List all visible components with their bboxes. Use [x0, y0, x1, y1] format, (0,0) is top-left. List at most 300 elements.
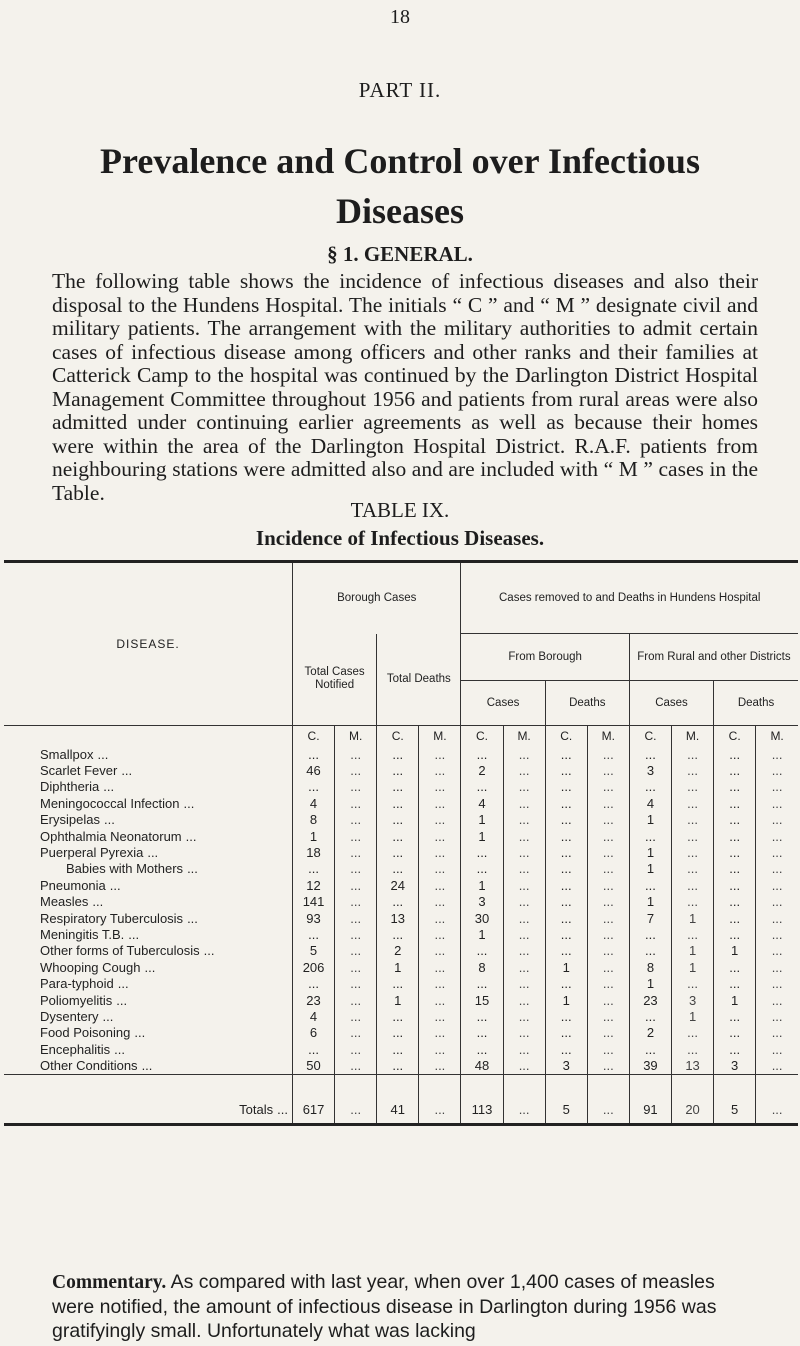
- military-value: ...: [335, 779, 377, 795]
- military-value: ...: [672, 877, 714, 893]
- military-value: 1: [672, 910, 714, 926]
- military-value: ...: [756, 926, 798, 942]
- civil-value: ...: [377, 1008, 419, 1024]
- table-row: [4, 943, 798, 959]
- civil-value: 3: [714, 1057, 756, 1074]
- civil-value: 1: [629, 812, 671, 828]
- civil-value: ...: [545, 910, 587, 926]
- disease-name: [4, 910, 292, 926]
- military-value: ...: [335, 762, 377, 778]
- civil-value: 1: [545, 959, 587, 975]
- civil-value: 8: [292, 812, 334, 828]
- civil-value: 141: [292, 894, 334, 910]
- military-value: ...: [503, 828, 545, 844]
- military-value: ...: [419, 910, 461, 926]
- page-title: [0, 136, 800, 236]
- disease-name: [4, 812, 292, 828]
- civil-value: ...: [545, 828, 587, 844]
- military-value: ...: [587, 1074, 629, 1124]
- civil-value: ...: [292, 1041, 334, 1057]
- dot-leader: ...: [147, 845, 159, 861]
- disease-name: [4, 943, 292, 959]
- civil-value: 1: [461, 828, 503, 844]
- disease-name-text: Babies with Mothers: [66, 861, 184, 877]
- disease-name-text: Whooping Cough: [40, 959, 141, 975]
- civil-value: ...: [629, 828, 671, 844]
- civil-value: ...: [629, 779, 671, 795]
- civil-value: 93: [292, 910, 334, 926]
- table-row: [4, 861, 798, 877]
- military-value: ...: [672, 1025, 714, 1041]
- disease-name: [4, 762, 292, 778]
- military-value: ...: [587, 812, 629, 828]
- military-value: ...: [335, 1057, 377, 1074]
- military-value: ...: [587, 844, 629, 860]
- civil-value: ...: [377, 844, 419, 860]
- title-line-2: Diseases: [336, 191, 464, 231]
- disease-name-text: Erysipelas: [40, 812, 100, 828]
- civil-military-header-row: [4, 726, 798, 747]
- civil-value: ...: [714, 975, 756, 991]
- civil-value: ...: [545, 1008, 587, 1024]
- civil-header: C.: [714, 726, 756, 747]
- military-header: M.: [419, 726, 461, 747]
- dot-leader: ...: [92, 894, 104, 910]
- military-value: ...: [587, 779, 629, 795]
- military-value: ...: [756, 844, 798, 860]
- military-header: M.: [335, 726, 377, 747]
- dot-leader: ...: [203, 943, 215, 959]
- disease-name: [4, 828, 292, 844]
- military-value: ...: [335, 992, 377, 1008]
- disease-name-text: Measles: [40, 894, 89, 910]
- military-value: ...: [335, 877, 377, 893]
- dot-leader: ...: [183, 795, 195, 811]
- civil-value: 2: [629, 1025, 671, 1041]
- military-value: ...: [756, 1008, 798, 1024]
- disease-name-text: Respiratory Tuberculosis: [40, 910, 184, 926]
- civil-value: 13: [377, 910, 419, 926]
- disease-name: [4, 1041, 292, 1057]
- disease-name: [4, 1057, 292, 1074]
- section-heading: § 1. GENERAL.: [327, 242, 473, 266]
- military-header: M.: [503, 726, 545, 747]
- military-value: ...: [419, 992, 461, 1008]
- military-value: ...: [587, 828, 629, 844]
- military-value: ...: [756, 1074, 798, 1124]
- military-value: ...: [503, 910, 545, 926]
- table-row: [4, 812, 798, 828]
- military-value: ...: [419, 926, 461, 942]
- civil-value: ...: [461, 1008, 503, 1024]
- military-value: ...: [419, 779, 461, 795]
- civil-value: 30: [461, 910, 503, 926]
- civil-value: ...: [461, 746, 503, 762]
- military-value: ...: [587, 975, 629, 991]
- military-value: ...: [503, 992, 545, 1008]
- table-row: [4, 910, 798, 926]
- dot-leader: ...: [97, 746, 109, 762]
- military-value: ...: [419, 861, 461, 877]
- civil-value: 8: [461, 959, 503, 975]
- civil-value: 1: [629, 975, 671, 991]
- military-value: ...: [587, 926, 629, 942]
- military-value: ...: [503, 795, 545, 811]
- dot-leader: ...: [187, 861, 198, 877]
- civil-value: ...: [461, 975, 503, 991]
- incidence-table: [4, 560, 798, 1126]
- military-value: ...: [503, 861, 545, 877]
- disease-name-text: Poliomyelitis: [40, 992, 113, 1008]
- military-value: ...: [335, 828, 377, 844]
- disease-name-text: Other forms of Tuberculosis: [40, 943, 200, 959]
- civil-value: ...: [377, 1057, 419, 1074]
- civil-value: 113: [461, 1074, 503, 1124]
- military-value: ...: [587, 910, 629, 926]
- civil-value: ...: [629, 746, 671, 762]
- disease-name-text: Encephalitis: [40, 1041, 111, 1057]
- civil-value: ...: [545, 1041, 587, 1057]
- military-value: 1: [672, 1008, 714, 1024]
- military-value: ...: [587, 762, 629, 778]
- civil-value: ...: [545, 779, 587, 795]
- disease-name: [4, 975, 292, 991]
- military-value: ...: [419, 795, 461, 811]
- table-row: [4, 1008, 798, 1024]
- civil-value: 1: [292, 828, 334, 844]
- military-value: ...: [335, 894, 377, 910]
- civil-value: ...: [545, 877, 587, 893]
- disease-name: [4, 894, 292, 910]
- civil-value: ...: [377, 926, 419, 942]
- military-value: ...: [756, 975, 798, 991]
- totals-label: [4, 1074, 292, 1124]
- civil-header: C.: [461, 726, 503, 747]
- military-value: ...: [587, 746, 629, 762]
- civil-value: ...: [377, 861, 419, 877]
- disease-name: [4, 844, 292, 860]
- civil-value: ...: [377, 894, 419, 910]
- military-value: ...: [587, 894, 629, 910]
- dot-leader: ...: [121, 763, 133, 779]
- disease-name: [4, 877, 292, 893]
- table-row: [4, 992, 798, 1008]
- civil-value: 46: [292, 762, 334, 778]
- disease-name-text: Food Poisoning: [40, 1025, 131, 1041]
- civil-value: ...: [629, 1008, 671, 1024]
- civil-value: ...: [377, 779, 419, 795]
- military-value: ...: [503, 1057, 545, 1074]
- dot-leader: ...: [114, 1041, 125, 1057]
- military-value: ...: [587, 1025, 629, 1041]
- civil-value: 2: [461, 762, 503, 778]
- intro-paragraph: The following table shows the incidence of infectious diseases and also their disposal to the Hundens Hospital. The initials “ C ” and “ M ” designate civil and military patients. The arrangement with the military authorities to admit certain cases of infectious disease among officers and other ranks and their families at Catterick Camp to the hospital was continued by the Darlington District Hospital Management Committee throughout 1956 and patients from rural areas were also admitted under continuing earlier agreements as well as because their homes were within the area of the Darlington Hospital District. R.A.F. patients from neighbouring stations were admitted also and are included with “ M ” cases in the Table.: [52, 269, 758, 505]
- civil-value: ...: [461, 844, 503, 860]
- military-value: ...: [335, 861, 377, 877]
- military-value: ...: [503, 877, 545, 893]
- part-heading: PART II.: [358, 78, 442, 102]
- dot-leader: ...: [144, 959, 156, 975]
- military-value: ...: [419, 844, 461, 860]
- civil-value: ...: [714, 844, 756, 860]
- civil-value: ...: [461, 861, 503, 877]
- civil-value: ...: [545, 926, 587, 942]
- civil-value: ...: [292, 779, 334, 795]
- civil-value: ...: [377, 975, 419, 991]
- military-value: ...: [503, 844, 545, 860]
- civil-value: 7: [629, 910, 671, 926]
- civil-header: C.: [629, 726, 671, 747]
- military-value: ...: [756, 795, 798, 811]
- disease-name-text: Smallpox: [40, 746, 94, 762]
- civil-value: 4: [292, 1008, 334, 1024]
- table-row: [4, 762, 798, 778]
- commentary-label: Commentary.: [52, 1272, 167, 1293]
- dot-leader: ...: [134, 1025, 146, 1041]
- military-value: ...: [335, 975, 377, 991]
- table-row: [4, 926, 798, 942]
- military-value: ...: [419, 812, 461, 828]
- military-value: ...: [756, 779, 798, 795]
- table-row: [4, 1041, 798, 1057]
- civil-value: ...: [292, 926, 334, 942]
- military-value: ...: [672, 975, 714, 991]
- disease-name: [4, 926, 292, 942]
- disease-name-text: Diphtheria: [40, 779, 100, 795]
- disease-name-text: Ophthalmia Neonatorum: [40, 828, 182, 844]
- civil-value: 206: [292, 959, 334, 975]
- civil-value: ...: [377, 1041, 419, 1057]
- civil-value: ...: [461, 1025, 503, 1041]
- military-value: ...: [419, 1025, 461, 1041]
- civil-value: ...: [714, 894, 756, 910]
- military-value: ...: [503, 959, 545, 975]
- from-rural-header: From Rural and other Districts: [629, 634, 798, 681]
- civil-value: 3: [629, 762, 671, 778]
- military-value: ...: [503, 943, 545, 959]
- civil-value: ...: [545, 746, 587, 762]
- civil-value: ...: [545, 975, 587, 991]
- civil-value: 1: [377, 959, 419, 975]
- total-deaths-header: Total Deaths: [377, 634, 461, 726]
- civil-value: ...: [714, 910, 756, 926]
- military-value: ...: [419, 959, 461, 975]
- civil-value: 1: [629, 861, 671, 877]
- civil-value: ...: [629, 1041, 671, 1057]
- military-value: ...: [335, 1074, 377, 1124]
- disease-name: [4, 746, 292, 762]
- table-row: [4, 1025, 798, 1041]
- dot-leader: ...: [109, 877, 121, 893]
- dot-leader: ...: [277, 1102, 288, 1118]
- page-number: 18: [390, 6, 410, 28]
- table-row: [4, 795, 798, 811]
- civil-value: 24: [377, 877, 419, 893]
- civil-value: 23: [292, 992, 334, 1008]
- military-value: ...: [335, 926, 377, 942]
- military-value: ...: [503, 1008, 545, 1024]
- civil-value: 1: [545, 992, 587, 1008]
- military-value: ...: [335, 959, 377, 975]
- military-value: ...: [587, 943, 629, 959]
- military-value: ...: [756, 1057, 798, 1074]
- hospital-removed-header: Cases removed to and Deaths in Hundens Hospital: [461, 562, 798, 634]
- military-value: ...: [587, 992, 629, 1008]
- civil-value: 91: [629, 1074, 671, 1124]
- civil-value: 1: [629, 844, 671, 860]
- disease-name-text: Meningitis T.B.: [40, 926, 125, 942]
- disease-name: [4, 959, 292, 975]
- military-value: ...: [672, 746, 714, 762]
- civil-value: ...: [714, 959, 756, 975]
- civil-value: 4: [461, 795, 503, 811]
- dot-leader: ...: [185, 828, 197, 844]
- military-value: ...: [503, 1025, 545, 1041]
- military-value: ...: [419, 746, 461, 762]
- military-value: ...: [756, 746, 798, 762]
- civil-value: 41: [377, 1074, 419, 1124]
- civil-value: 1: [629, 894, 671, 910]
- table-row: [4, 959, 798, 975]
- civil-value: ...: [377, 828, 419, 844]
- civil-value: 617: [292, 1074, 334, 1124]
- disease-name: [4, 1008, 292, 1024]
- civil-value: ...: [714, 812, 756, 828]
- military-value: ...: [756, 861, 798, 877]
- civil-value: 6: [292, 1025, 334, 1041]
- military-value: ...: [756, 828, 798, 844]
- civil-value: 18: [292, 844, 334, 860]
- military-value: ...: [503, 894, 545, 910]
- military-value: ...: [672, 812, 714, 828]
- military-value: ...: [503, 779, 545, 795]
- civil-value: 4: [292, 795, 334, 811]
- civil-value: ...: [714, 746, 756, 762]
- civil-value: 12: [292, 877, 334, 893]
- disease-name-text: Puerperal Pyrexia: [40, 845, 144, 861]
- military-value: 3: [672, 992, 714, 1008]
- civil-header: C.: [377, 726, 419, 747]
- military-value: ...: [756, 992, 798, 1008]
- civil-value: ...: [545, 812, 587, 828]
- military-value: ...: [672, 828, 714, 844]
- military-value: ...: [419, 828, 461, 844]
- civil-header: C.: [292, 726, 334, 747]
- military-header: M.: [587, 726, 629, 747]
- military-value: ...: [587, 861, 629, 877]
- civil-value: ...: [461, 943, 503, 959]
- military-value: ...: [335, 795, 377, 811]
- rural-deaths-subheader: Deaths: [714, 681, 798, 726]
- from-borough-header: From Borough: [461, 634, 629, 681]
- civil-value: 48: [461, 1057, 503, 1074]
- borough-deaths-subheader: Deaths: [545, 681, 629, 726]
- military-value: ...: [419, 943, 461, 959]
- military-value: ...: [419, 1041, 461, 1057]
- borough-cases-header: Borough Cases: [292, 562, 460, 634]
- dot-leader: ...: [102, 1008, 114, 1024]
- dot-leader: ...: [141, 1058, 153, 1074]
- civil-value: 50: [292, 1057, 334, 1074]
- military-value: ...: [672, 1041, 714, 1057]
- civil-value: ...: [545, 795, 587, 811]
- civil-value: 15: [461, 992, 503, 1008]
- civil-value: ...: [545, 1025, 587, 1041]
- civil-value: ...: [377, 795, 419, 811]
- civil-value: ...: [377, 1025, 419, 1041]
- disease-column-header: DISEASE.: [4, 562, 292, 726]
- civil-value: ...: [377, 762, 419, 778]
- military-value: ...: [756, 943, 798, 959]
- military-value: ...: [503, 1041, 545, 1057]
- dot-leader: ...: [103, 779, 115, 795]
- civil-value: 1: [377, 992, 419, 1008]
- totals-row: [4, 1074, 798, 1124]
- military-value: ...: [503, 746, 545, 762]
- military-value: ...: [419, 1057, 461, 1074]
- civil-value: ...: [461, 1041, 503, 1057]
- table-row: [4, 1057, 798, 1074]
- table-label: TABLE IX.: [350, 498, 450, 522]
- dot-leader: ...: [117, 976, 129, 992]
- dot-leader: ...: [187, 910, 198, 926]
- military-value: 1: [672, 943, 714, 959]
- military-value: ...: [672, 861, 714, 877]
- commentary-text: As compared with last year, when over 1,400 cases of measles were notified, the amount of infectious disease in Darlington during 1956 was gratifyingly small. Unfortunately what was lacking: [52, 1271, 717, 1342]
- borough-cases-subheader: Cases: [461, 681, 545, 726]
- military-value: ...: [335, 1025, 377, 1041]
- military-value: ...: [672, 762, 714, 778]
- military-value: ...: [587, 795, 629, 811]
- civil-value: 1: [461, 926, 503, 942]
- civil-value: ...: [292, 975, 334, 991]
- military-value: ...: [419, 762, 461, 778]
- civil-value: ...: [545, 943, 587, 959]
- military-value: ...: [587, 877, 629, 893]
- military-value: ...: [335, 746, 377, 762]
- military-value: ...: [672, 779, 714, 795]
- civil-value: ...: [714, 828, 756, 844]
- dot-leader: ...: [116, 992, 128, 1008]
- civil-value: ...: [714, 779, 756, 795]
- disease-name-text: Para-typhoid: [40, 976, 114, 992]
- military-value: ...: [672, 844, 714, 860]
- civil-header: C.: [545, 726, 587, 747]
- civil-value: ...: [714, 762, 756, 778]
- disease-name-text: Scarlet Fever: [40, 763, 118, 779]
- disease-name-text: Meningococcal Infection: [40, 795, 180, 811]
- military-value: ...: [503, 762, 545, 778]
- civil-value: ...: [629, 926, 671, 942]
- disease-name-text: Pneumonia: [40, 877, 106, 893]
- military-value: ...: [503, 1074, 545, 1124]
- military-value: ...: [756, 894, 798, 910]
- military-value: ...: [419, 877, 461, 893]
- military-value: ...: [419, 1008, 461, 1024]
- military-value: 13: [672, 1057, 714, 1074]
- table-row: [4, 779, 798, 795]
- military-value: ...: [587, 1057, 629, 1074]
- military-value: ...: [335, 943, 377, 959]
- civil-value: 5: [714, 1074, 756, 1124]
- civil-value: 3: [545, 1057, 587, 1074]
- military-value: ...: [335, 910, 377, 926]
- civil-value: 5: [292, 943, 334, 959]
- civil-value: 1: [461, 812, 503, 828]
- military-value: ...: [587, 959, 629, 975]
- civil-value: ...: [292, 861, 334, 877]
- military-value: ...: [419, 1074, 461, 1124]
